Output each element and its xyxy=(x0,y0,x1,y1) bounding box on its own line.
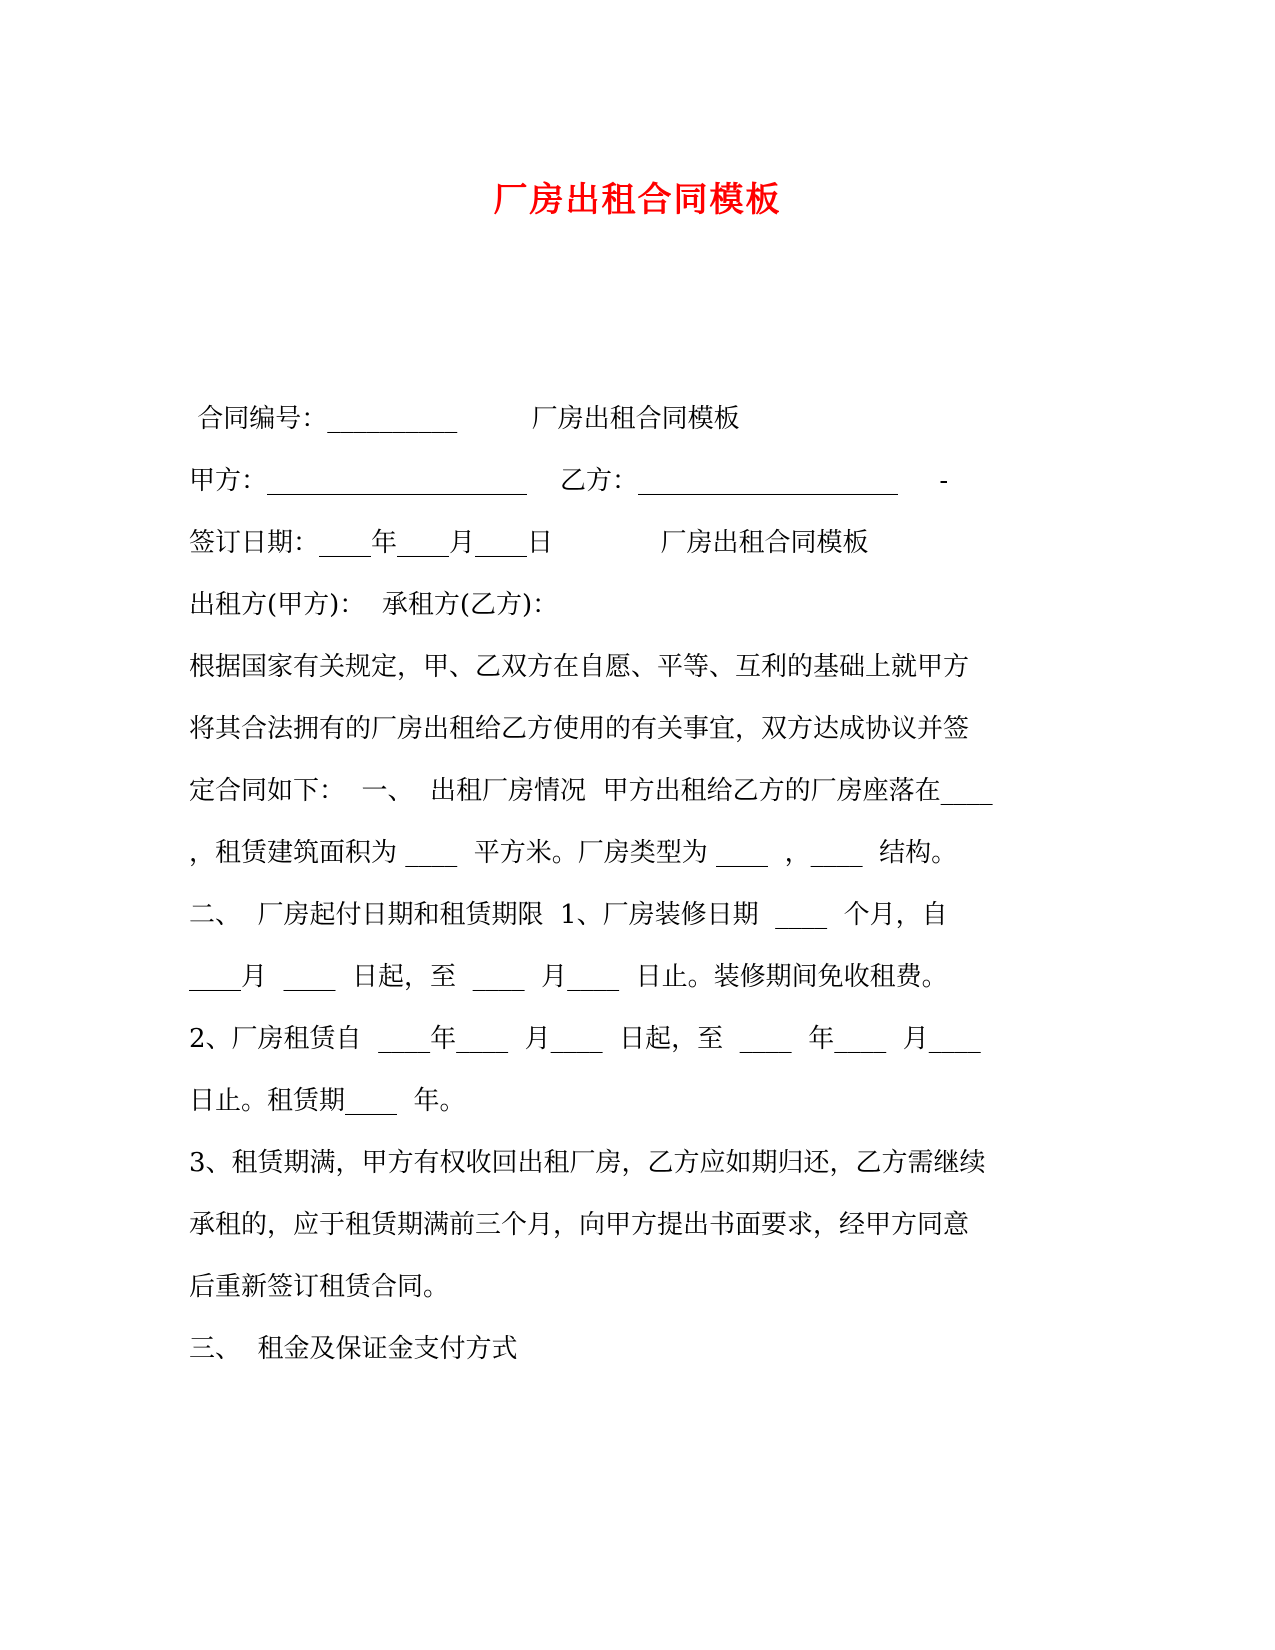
body-paragraph-line: 定合同如下： 一、 出租厂房情况 甲方出租给乙方的厂房座落在____ xyxy=(189,776,993,806)
body-paragraph-line: 后重新签订租赁合同。 xyxy=(189,1272,450,1302)
renewal-clause-line: 3、租赁期满，甲方有权收回出租厂房，乙方应如期归还，乙方需继续 xyxy=(189,1148,986,1178)
section-two-line: 二、 厂房起付日期和租赁期限 1、厂房装修日期 ____ 个月，自 xyxy=(189,900,948,930)
contract-number-line: 合同编号：__________ 厂房出租合同模板 xyxy=(189,404,740,434)
signing-date-line: 签订日期：____年____月____日 厂房出租合同模板 xyxy=(189,528,869,558)
lease-term-line: 2、厂房租赁自 ____年____ 月____ 日起，至 ____ 年____ 月____ xyxy=(189,1024,981,1054)
document-title: 厂房出租合同模板 xyxy=(493,180,782,220)
body-paragraph-line: 日止。租赁期____ 年。 xyxy=(189,1086,466,1116)
body-paragraph-line: 根据国家有关规定，甲、乙双方在自愿、平等、互利的基础上就甲方 xyxy=(189,652,970,682)
body-paragraph-line: 将其合法拥有的厂房出租给乙方使用的有关事宜，双方达成协议并签 xyxy=(189,714,970,744)
parties-line: 甲方：____________________ 乙方：____________________ - xyxy=(189,466,949,496)
body-paragraph-line: ，租赁建筑面积为 ____ 平方米。厂房类型为 ____ ，____ 结构。 xyxy=(189,838,958,868)
body-paragraph-line: ____月 ____ 日起，至 ____ 月____ 日止。装修期间免收租费。 xyxy=(189,962,948,992)
body-paragraph-line: 承租的，应于租赁期满前三个月，向甲方提出书面要求，经甲方同意 xyxy=(189,1210,970,1240)
lessor-lessee-line: 出租方(甲方)： 承租方(乙方)： xyxy=(189,590,559,620)
section-three-heading: 三、 租金及保证金支付方式 xyxy=(189,1334,518,1364)
